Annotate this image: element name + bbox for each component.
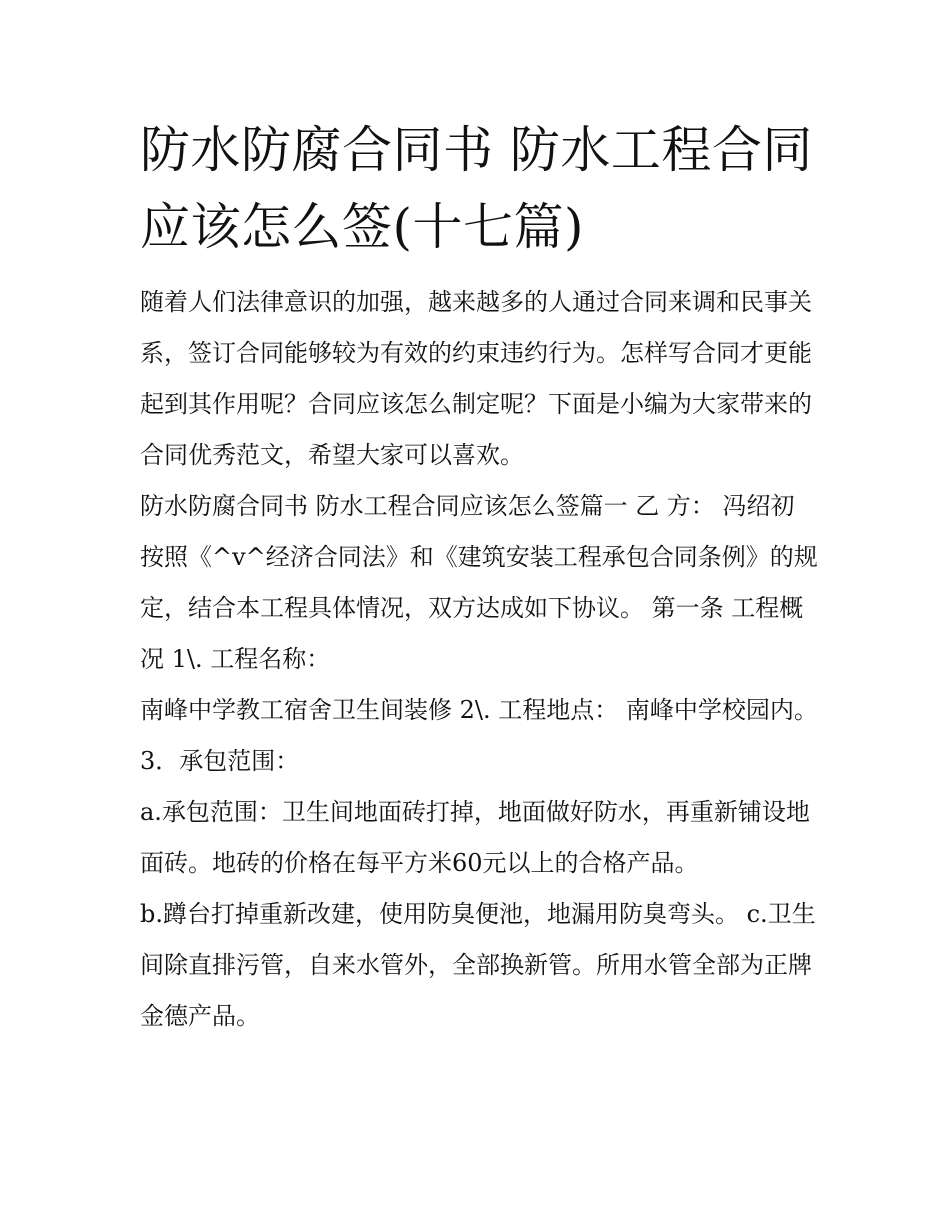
intro-paragraph: 随着人们法律意识的加强，越来越多的人通过合同来调和民事关系，签订合同能够较为有效的约束违约行为。怎样写合同才更能起到其作用呢？合同应该怎么制定呢？下面是小编为大家带来的合同优秀范文，希望大家可以喜欢。 [140,288,812,469]
section-heading-paragraph: 防水防腐合同书 防水工程合同应该怎么签篇一 乙 方： 冯绍初 [140,492,795,520]
scope-b-c-paragraph: b.蹲台打掉重新改建，使用防臭便池，地漏用防臭弯头。 c.卫生间除直排污管，自来水管外，全部换新管。所用水管全部为正牌金德产品。 [140,900,816,1030]
document-title: 防水防腐合同书 防水工程合同应该怎么签(十七篇) [140,121,813,256]
scope-a-paragraph: a.承包范围：卫生间地面砖打掉，地面做好防水，再重新铺设地面砖。地砖的价格在每平方米60元以上的合格产品。 [140,798,810,877]
project-info-paragraph: 南峰中学教工宿舍卫生间装修 2\. 工程地点： 南峰中学校园内。 3．承包范围： [140,696,818,775]
document-body [140,277,820,1042]
agreement-paragraph: 按照《^v^经济合同法》和《建筑安装工程承包合同条例》的规定，结合本工程具体情况，双方达成如下协议。 第一条 工程概况 1\. 工程名称： [140,543,818,673]
